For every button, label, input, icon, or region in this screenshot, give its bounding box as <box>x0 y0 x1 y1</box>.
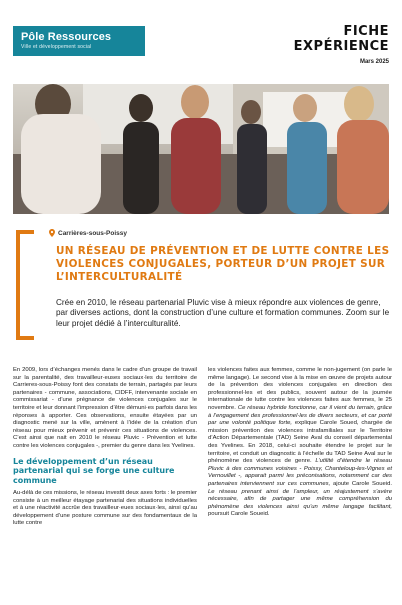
right-p2-attribution-2: poursuit Carole Soueid. <box>208 511 270 518</box>
left-paragraph-1: En 2009, lors d’échanges menés dans le cadre d’un groupe de travail sur la parentalité, des travailleur·euses sociaux·les du territoire de Carrieres-sous-Poissy font des constats de terrain, partagés par leurs partenaires - commune, associations, CIDFF, intervenante sociale en commissariat - d’une prégnance de violences conjugales sur le territoire et leur donnant l’impression d’être démuni·es parfois dans les réponses à apporter. Ces observations, ensuite étayées par un diagnostic mené sur la ville, amènent à l’idée de la création d’un réseau pour mieux prévenir et prévenir ces situations de violences. C’est ainsi que nait en 2010 le réseau Pluvic - Prévention et lutte contre les violences conjugales -, premier du genre dans les Yvelines. <box>13 367 197 449</box>
logo-main-text: Pôle Ressources <box>21 31 112 43</box>
article-headline: UN RÉSEAU DE PRÉVENTION ET DE LUTTE CONTRE LES VIOLENCES CONJUGALES, PORTEUR D’UN PROJET SUR L’INTERCULTURALITÉ <box>56 245 390 283</box>
hero-photo <box>13 84 389 214</box>
page-header <box>0 0 402 78</box>
right-p1-text: les violences faites aux femmes, comme le non-jugement (on parle le même langage). Le second vise à la mise en œuvre de projets autour de la prévention des violences conjugales en direction des professionnel·les et des publics, souvent autour de la journée internationale de lutte contre les violences faites aux femmes, le 25 novembre. <box>208 367 392 411</box>
right-p2-attribution: ajoute Carole Soueid. <box>333 480 393 487</box>
right-p2-quote: L’utilité d’étendre le réseau Pluvic à des communes voisines - Poissy, Chanteloup-les-Vignes et Vernouillet -, apparait parmi les préconisations, notamment car des partenaires interviennent sur ces communes, <box>208 458 392 487</box>
hero-photo-illustration <box>13 84 389 214</box>
fiche-line-2: EXPÉRIENCE <box>293 39 389 54</box>
right-p2-quote-2: Le réseau prenant ainsi de l’ampleur, un réajustement s’avère nécessaire, afin de partager une même compréhension du phénomène des violences ainsi qu’un même langage facilitant, <box>208 488 392 510</box>
location-label: Carrières-sous-Poissy <box>58 230 128 237</box>
fiche-line-1: FICHE <box>343 24 389 39</box>
left-column <box>13 367 197 528</box>
fiche-experience-title <box>294 24 389 54</box>
pole-ressources-logo <box>13 26 145 56</box>
location-pin-icon <box>49 229 55 237</box>
section-subheading: Le développement d’un réseau partenarial qui se forge une culture commune <box>13 456 175 485</box>
right-column <box>208 367 392 519</box>
left-paragraph-2: Au-délà de ces missions, le réseau investit deux axes forts : le premier consiste à un meilleur étayage partenarial des situations individuelles et à une réactivité accrûe des travailleur·eues sociaux·les, ainsi qu’au développement d’une posture commune sur des fondamentaux de la lutte contre <box>13 490 198 527</box>
right-p1-attribution: explique Carole Soued, chargée de mission prévention des violences intrafamiliales sur le Territoire d’Action Départementale (TAD) Seine Aval du conseil départemental des Yvelines. En 2018, celui-ci souhaite étendre le projet sur le territoire, et conduit un diagnostic à l’échelle du TAD Seine Aval sur le phénomène des violences de genre. <box>208 420 392 465</box>
orange-bracket-icon <box>12 230 38 340</box>
right-p1-quote: Ce réseau hybride fonctionne, car il vient du terrain, grâce à l’engagement des professionnel·les de divers secteurs, et car porté par une volonté politique forte, <box>208 404 392 427</box>
right-paragraph-1 <box>208 367 392 519</box>
publication-date: Mars 2025 <box>359 59 389 65</box>
article-intro: Crée en 2010, le réseau partenarial Pluvic vise à mieux répondre aux violences de genre, par diverses actions, dont la construction d’une culture et formation communes. Zoom sur le leur projet dédié à l’interculturalité. <box>56 298 390 328</box>
logo-sub-text: Ville et développement social <box>21 44 92 50</box>
